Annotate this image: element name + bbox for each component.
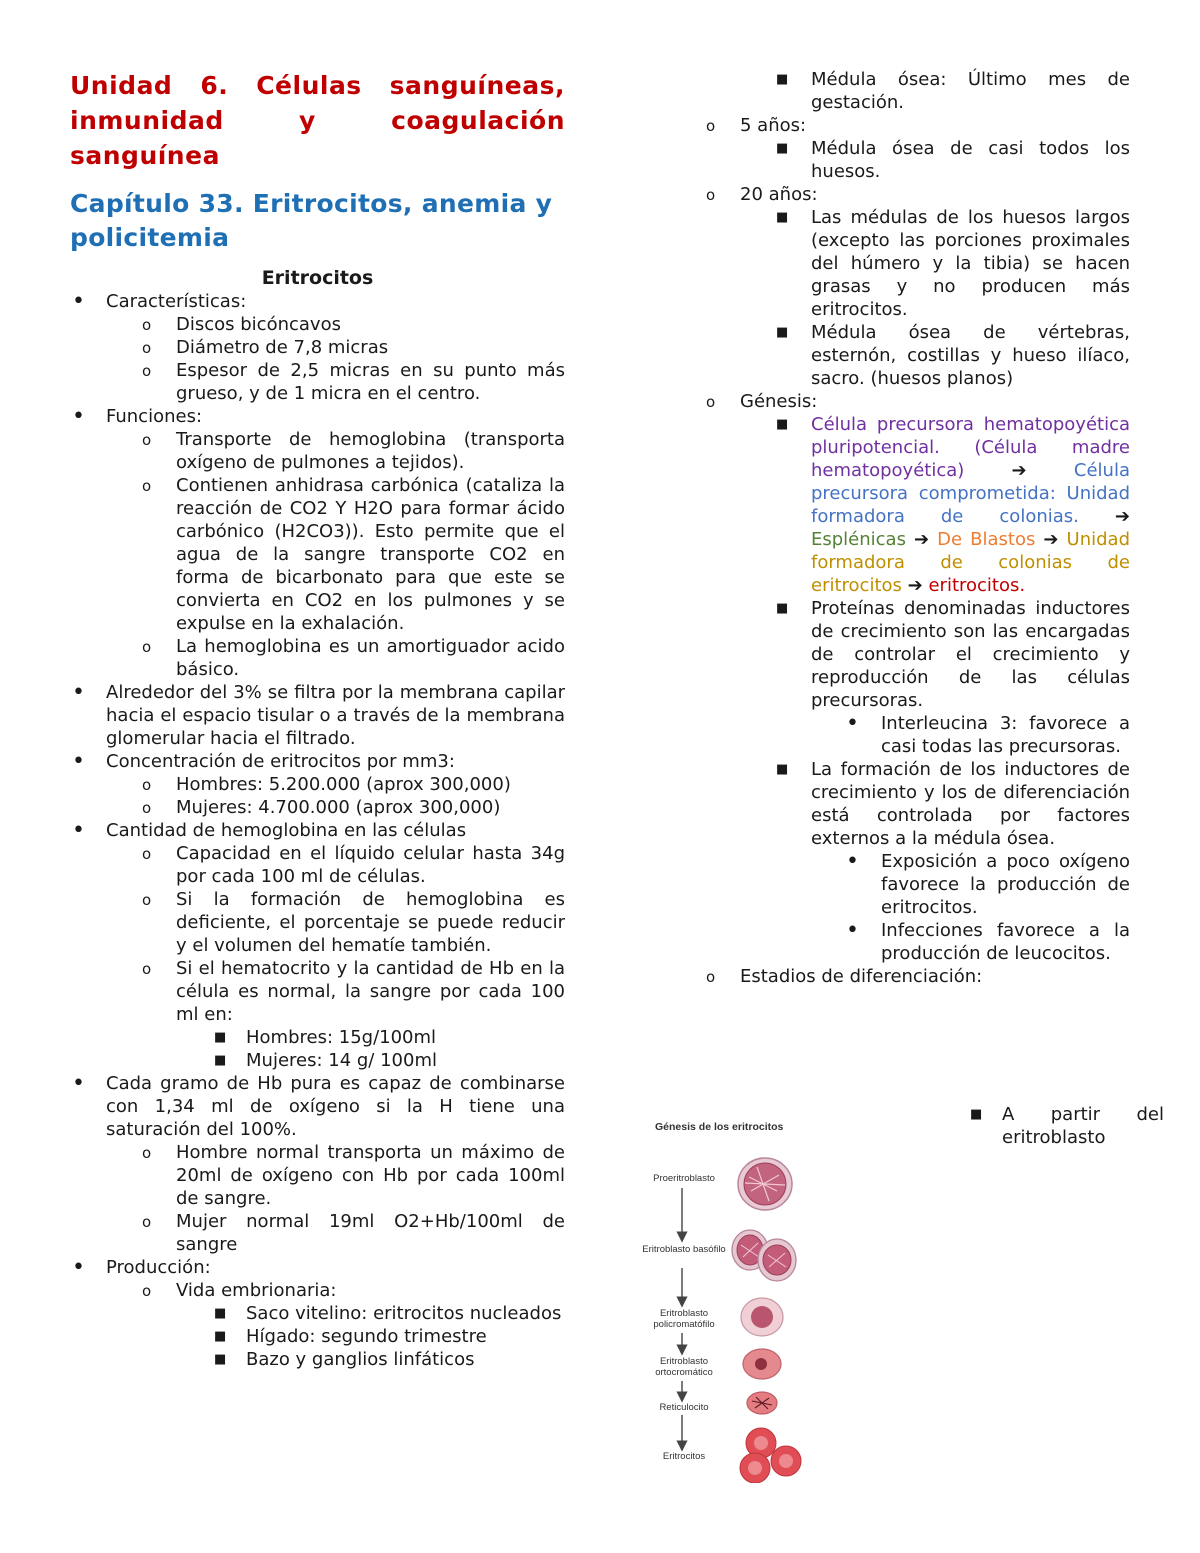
list-item: o Hombre normal transporta un máximo de 20ml de oxígeno con Hb por cada 100ml de sangre. xyxy=(142,1142,565,1209)
list-item: • Cada gramo de Hb pura es capaz de combinarse con 1,34 ml de oxígeno si la H tiene una saturación del 100%. xyxy=(72,1071,565,1140)
reticulocyte-cell xyxy=(747,1392,777,1414)
left-column xyxy=(70,68,565,1371)
square-bullet-icon: ■ xyxy=(214,1352,227,1367)
bullet-icon: • xyxy=(72,289,85,314)
genesis-splenic: Esplénicas xyxy=(811,529,906,550)
square-bullet-icon: ■ xyxy=(776,417,789,432)
list-item: • Cantidad de hemoglobina en las células xyxy=(72,818,467,843)
stage-label-orthochromatic: Eritroblasto ortocromático xyxy=(655,1356,713,1378)
circle-bullet-icon: o xyxy=(142,638,152,656)
list-item: o 5 años: xyxy=(704,114,1130,137)
circle-bullet-icon: o xyxy=(706,117,716,135)
list-item: ■ A partir del eritroblasto xyxy=(970,1104,1164,1148)
stage-label-erythrocytes: Eritrocitos xyxy=(662,1451,706,1462)
notes-list-left xyxy=(70,290,565,1371)
list-item: o Capacidad en el líquido celular hasta 34g por cada 100 ml de células. xyxy=(142,843,565,887)
square-bullet-icon: ■ xyxy=(776,762,789,777)
square-bullet-icon: ■ xyxy=(214,1053,227,1068)
genesis-stem-cell: Célula precursora hematopoyética pluripotencial. (Célula madre hematopoyética) xyxy=(811,414,1130,481)
list-item: o 20 años: xyxy=(704,183,1130,206)
circle-bullet-icon: o xyxy=(706,968,716,986)
genesis-cfu-e: Unidad formadora de colonias de eritrocitos xyxy=(811,529,1130,596)
notes-list-right xyxy=(704,68,1130,988)
circle-bullet-icon: o xyxy=(142,339,152,357)
unit-title: Unidad 6. Células sanguíneas, inmunidad y coagulación sanguínea xyxy=(70,71,565,170)
right-column xyxy=(704,68,1130,988)
list-item: o Espesor de 2,5 micras en su punto más grueso, y de 1 micra en el centro. xyxy=(142,360,565,404)
list-item: o La hemoglobina es un amortiguador acido básico. xyxy=(142,636,565,680)
square-bullet-icon: ■ xyxy=(776,601,789,616)
list-item: • Concentración de eritrocitos por mm3: xyxy=(72,749,455,774)
list-item: ■ Hígado: segundo trimestre xyxy=(214,1326,487,1347)
bullet-icon: • xyxy=(72,680,85,705)
list-item: ■ Médula ósea: Último mes de gestación. xyxy=(776,69,1130,113)
genesis-blasts: De Blastos xyxy=(937,529,1036,550)
list-item: o Discos bicóncavos xyxy=(70,313,565,336)
genesis-sequence: ■ Célula precursora hematopoyética pluripotencial. (Célula madre hematopoyética) ➔ Célula precursora comprometida: Unidad formadora de colonias. ➔ Esplénicas ➔ De Blastos ➔ Unidad formadora de colonias de eritrocitos ➔ eritrocitos. xyxy=(776,414,1130,596)
erythrocyte-cells xyxy=(740,1428,801,1483)
list-item: ■ Mujeres: 14 g/ 100ml xyxy=(214,1050,437,1071)
list-item: ■ Saco vitelino: eritrocitos nucleados xyxy=(214,1303,562,1324)
list-item: o Hombres: 5.200.000 (aprox 300,000) xyxy=(70,773,565,796)
bullet-icon: • xyxy=(846,711,859,736)
arrow-icon: ➔ xyxy=(914,529,930,550)
arrow-icon: ➔ xyxy=(907,575,923,596)
erythropoiesis-figure xyxy=(637,1113,807,1483)
list-item: ■ Las médulas de los huesos largos (excepto las porciones proximales del húmero y la tibia) se hacen grasas y no producen más eritrocitos. xyxy=(776,207,1130,320)
list-item: o Diámetro de 7,8 micras xyxy=(70,336,565,359)
list-item: o Génesis: xyxy=(704,390,1130,413)
basophilic-erythroblast-cells xyxy=(732,1230,796,1281)
bullet-icon: • xyxy=(72,818,85,843)
polychromatophilic-erythroblast-cell xyxy=(741,1298,783,1336)
square-bullet-icon: ■ xyxy=(970,1107,983,1122)
square-bullet-icon: ■ xyxy=(776,325,789,340)
square-bullet-icon: ■ xyxy=(776,72,789,87)
list-item: ■ La formación de los inductores de crecimiento y los de diferenciación está controlada por factores externos a la médula ósea. xyxy=(776,759,1130,849)
circle-bullet-icon: o xyxy=(142,845,152,863)
arrow-icon: ➔ xyxy=(1043,529,1059,550)
list-item: o Mujer normal 19ml O2+Hb/100ml de sangre xyxy=(142,1211,565,1255)
list-item: o Transporte de hemoglobina (transporta oxígeno de pulmones a tejidos). xyxy=(142,429,565,473)
genesis-committed-cell: Célula precursora comprometida: Unidad formadora de colonias. xyxy=(811,460,1130,527)
list-item: • Alrededor del 3% se filtra por la membrana capilar hacia el espacio tisular o a través de la membrana glomerular hacia el filtrado. xyxy=(72,680,565,749)
list-item: ■ Médula ósea de casi todos los huesos. xyxy=(776,138,1130,182)
stage-label-basophilic: Eritroblasto basófilo xyxy=(642,1244,726,1255)
list-item: ■ Médula ósea de vértebras, esternón, costillas y hueso ilíaco, sacro. (huesos planos) xyxy=(776,322,1130,389)
bullet-icon: • xyxy=(72,749,85,774)
square-bullet-icon: ■ xyxy=(214,1329,227,1344)
stage-label-polychromatophilic: Eritroblasto policromatófilo xyxy=(653,1308,715,1330)
square-bullet-icon: ■ xyxy=(214,1306,227,1321)
square-bullet-icon: ■ xyxy=(776,141,789,156)
circle-bullet-icon: o xyxy=(142,891,152,909)
circle-bullet-icon: o xyxy=(142,960,152,978)
square-bullet-icon: ■ xyxy=(214,1030,227,1045)
square-bullet-icon: ■ xyxy=(776,210,789,225)
bullet-icon: • xyxy=(846,849,859,874)
circle-bullet-icon: o xyxy=(142,362,152,380)
circle-bullet-icon: o xyxy=(142,316,152,334)
list-item: o Vida embrionaria: xyxy=(70,1279,565,1302)
bullet-icon: • xyxy=(72,1255,85,1280)
arrow-icon: ➔ xyxy=(1114,506,1130,527)
list-item: • Interleucina 3: favorece a casi todas las precursoras. xyxy=(846,711,1130,757)
erythropoiesis-diagram xyxy=(637,1113,807,1483)
list-item: o Mujeres: 4.700.000 (aprox 300,000) xyxy=(70,796,565,819)
bullet-icon: • xyxy=(846,918,859,943)
list-item: o Estadios de diferenciación: xyxy=(704,965,1130,988)
circle-bullet-icon: o xyxy=(142,1282,152,1300)
stage-label-proerythroblast: Proeritroblasto xyxy=(653,1173,715,1184)
circle-bullet-icon: o xyxy=(706,393,716,411)
list-item: • Producción: xyxy=(72,1255,211,1280)
genesis-erythrocytes: eritrocitos xyxy=(928,575,1020,596)
bullet-icon: • xyxy=(72,1071,85,1096)
circle-bullet-icon: o xyxy=(142,1213,152,1231)
list-item: • Infecciones favorece a la producción de leucocitos. xyxy=(846,918,1130,964)
list-item: ■ Bazo y ganglios linfáticos xyxy=(214,1349,475,1370)
list-item: o Contienen anhidrasa carbónica (cataliza la reacción de CO2 Y H2O para formar ácido carbónico (H2CO3)). Esto permite que el agua de la sangre transporte CO2 en forma de bicarbonato para que este se convierta en CO2 en los pulmones y se expulse en la exhalación. xyxy=(142,475,565,634)
orthochromatic-erythroblast-cell xyxy=(743,1349,781,1379)
list-item: o Si el hematocrito y la cantidad de Hb en la célula es normal, la sangre por cada 100 ml en: xyxy=(142,958,565,1025)
list-item: • Exposición a poco oxígeno favorece la producción de eritrocitos. xyxy=(846,849,1130,918)
section-title: Eritrocitos xyxy=(261,267,374,289)
list-item: ■ Hombres: 15g/100ml xyxy=(214,1027,437,1048)
bullet-icon: • xyxy=(72,404,85,429)
circle-bullet-icon: o xyxy=(706,186,716,204)
list-item: • Funciones: xyxy=(72,404,203,429)
proerythroblast-cell xyxy=(738,1158,792,1210)
circle-bullet-icon: o xyxy=(142,431,152,449)
arrow-icon: ➔ xyxy=(1011,460,1027,481)
circle-bullet-icon: o xyxy=(142,799,152,817)
list-item: ■ Proteínas denominadas inductores de crecimiento son las encargadas de controlar el crecimiento y reproducción de las células precursoras. xyxy=(776,598,1130,711)
stage-label-reticulocyte: Reticulocito xyxy=(659,1402,709,1413)
list-item: • Características: xyxy=(72,289,247,314)
figure-title: Génesis de los eritrocitos xyxy=(655,1121,784,1133)
circle-bullet-icon: o xyxy=(142,776,152,794)
chapter-title: Capítulo 33. Eritrocitos, anemia y policitemia xyxy=(70,189,553,252)
circle-bullet-icon: o xyxy=(142,477,152,495)
circle-bullet-icon: o xyxy=(142,1144,152,1162)
list-item: o Si la formación de hemoglobina es deficiente, el porcentaje se puede reducir y el volumen del hematíe también. xyxy=(142,889,565,956)
